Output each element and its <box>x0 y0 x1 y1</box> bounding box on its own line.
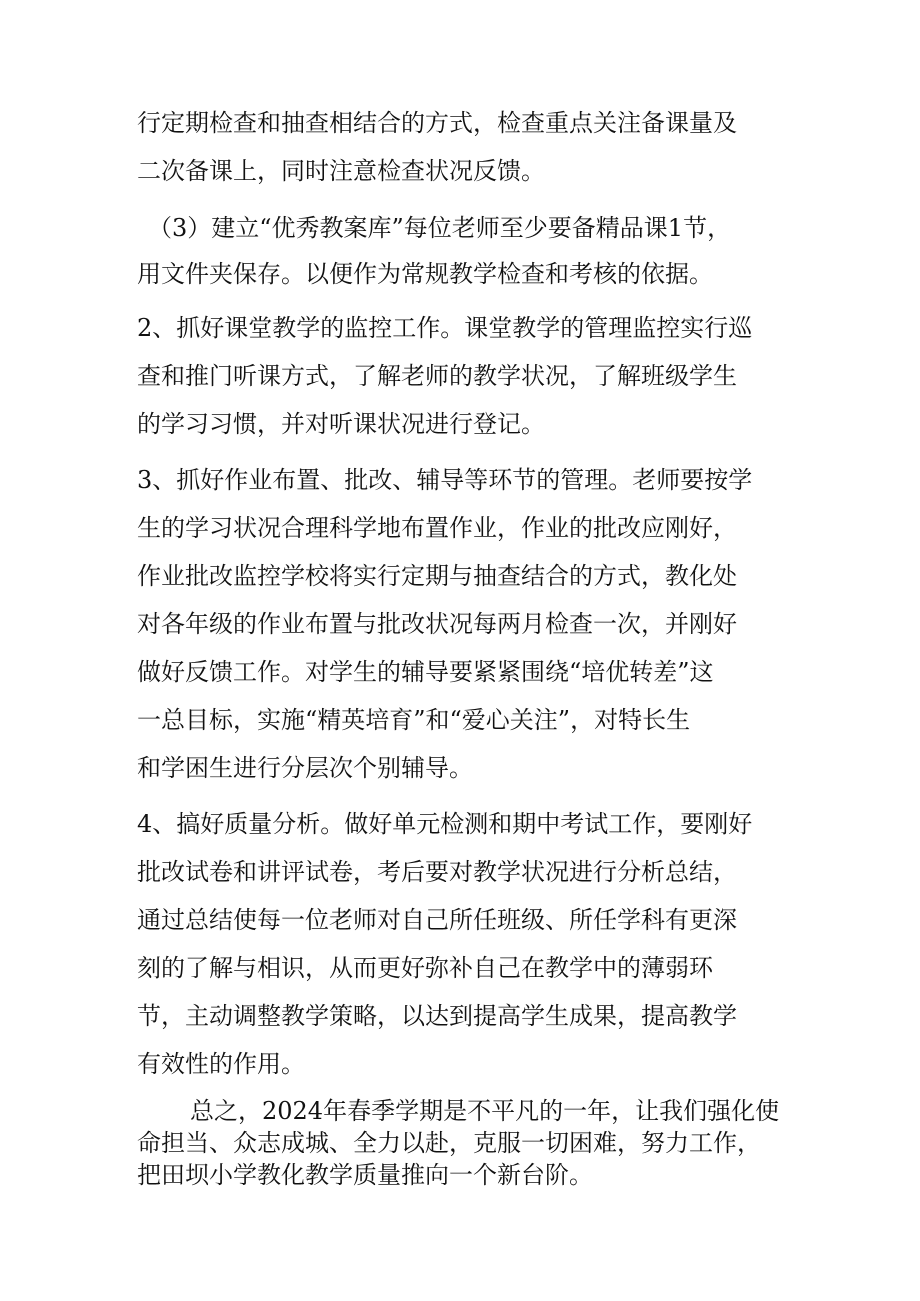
text-line: 用文件夹保存。以便作为常规教学检查和考核的依据。 <box>137 260 713 288</box>
text-line: 4、搞好质量分析。做好单元检测和期中考试工作，要刚好 <box>137 810 753 838</box>
text-line: 做好反馈工作。对学生的辅导要紧紧围绕“培优转差”这 <box>137 658 714 686</box>
text-line: 的学习习惯，并对听课状况进行登记。 <box>137 410 545 438</box>
text-line: 批改试卷和讲评试卷，考后要对教学状况进行分析总结， <box>137 858 737 886</box>
text-line: 把田坝小学教化教学质量推向一个新台阶。 <box>137 1161 593 1189</box>
text-line: 有效性的作用。 <box>137 1050 305 1078</box>
text-line: 节，主动调整教学策略，以达到提高学生成果，提高教学 <box>137 1002 737 1030</box>
text-line: 总之，2024年春季学期是不平凡的一年，让我们强化使 <box>190 1097 780 1125</box>
text-line: 生的学习状况合理科学地布置作业，作业的批改应刚好， <box>137 514 737 542</box>
text-line: 查和推门听课方式，了解老师的教学状况，了解班级学生 <box>137 362 737 390</box>
text-line: 和学困生进行分层次个别辅导。 <box>137 754 473 782</box>
text-line: 作业批改监控学校将实行定期与抽查结合的方式，教化处 <box>137 562 737 590</box>
text-line: 命担当、众志成城、全力以赴，克服一切困难，努力工作， <box>137 1129 761 1157</box>
text-line: 刻的了解与相识，从而更好弥补自己在教学中的薄弱环 <box>137 954 713 982</box>
text-line: 行定期检查和抽查相结合的方式，检查重点关注备课量及 <box>137 109 737 137</box>
text-line: 一总目标，实施“精英培育”和“爱心关注”，对特长生 <box>137 706 691 734</box>
text-line: （3）建立“优秀教案库”每位老师至少要备精品课1节， <box>148 214 732 242</box>
text-line: 对各年级的作业布置与批改状况每两月检查一次，并刚好 <box>137 610 737 638</box>
text-line: 3、抓好作业布置、批改、辅导等环节的管理。老师要按学 <box>137 466 753 494</box>
text-line: 二次备课上，同时注意检查状况反馈。 <box>137 157 545 185</box>
text-line: 通过总结使每一位老师对自己所任班级、所任学科有更深 <box>137 906 737 934</box>
text-line: 2、抓好课堂教学的监控工作。课堂教学的管理监控实行巡 <box>137 314 753 342</box>
